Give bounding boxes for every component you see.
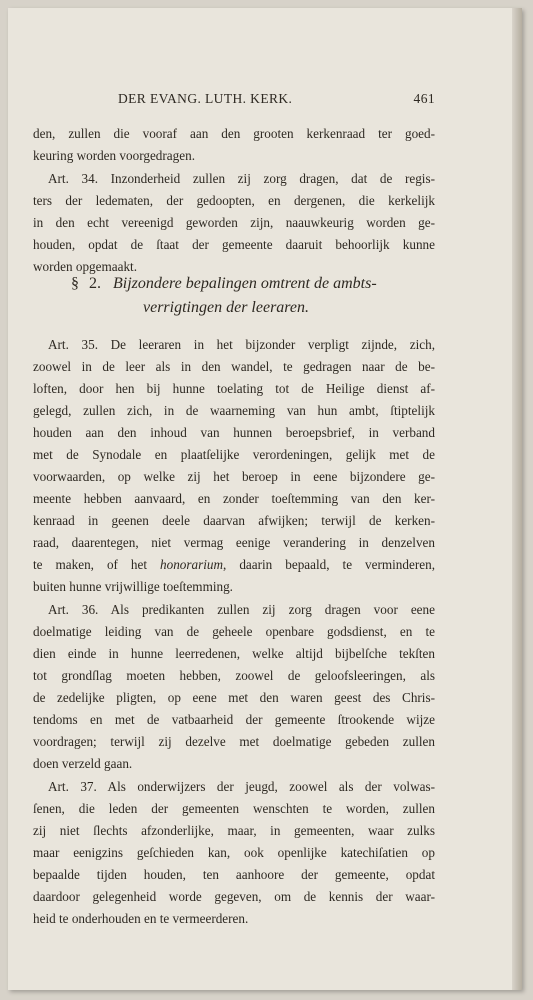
text-segment: , daarin bepaald, te verminderen,	[223, 557, 435, 572]
section-title-line1: Bijzondere bepalingen omtrent de ambts-	[113, 275, 377, 292]
text-line	[33, 557, 435, 573]
text-line: daardoor gelegenheid worde gegeven, om de kennis der waar-	[33, 889, 435, 904]
text-line: dien einde in hunne leerredenen, welke altijd bijbelſche tekſten	[33, 646, 435, 661]
section-number: 2.	[89, 275, 101, 292]
text-line: worden opgemaakt.	[33, 259, 137, 274]
section-title-line2: verrigtingen der leeraren.	[143, 299, 310, 316]
italic-term: honorarium	[160, 557, 224, 572]
text-line: heid te onderhouden en te vermeerderen.	[33, 911, 249, 926]
running-head-title: DER EVANG. LUTH. KERK.	[118, 91, 293, 106]
text-line: ſenen, die leden der gemeenten wenschten te worden, zullen	[33, 801, 435, 816]
text-line: houden, opdat de ſtaat der gemeente daaruit behoorlijk kunne	[33, 237, 435, 252]
text-line: kenraad in geenen deele daarvan afwijken; terwijl de kerken-	[33, 513, 435, 528]
article-36-start: Art. 36. Als predikanten zullen zij zorg dragen voor eene	[48, 602, 435, 617]
text-line: meente hebben aanvaard, en zonder toeſtemming van den ker-	[33, 491, 435, 506]
text-line: maar eenigzins geſchieden kan, ook openlijke katechiſatien op	[33, 845, 435, 860]
text-line: houden aan den inhoud van hunnen beroepsbrief, in verband	[33, 425, 435, 440]
text-line: zoowel in de leer als in den wandel, te gedragen naar de be-	[33, 359, 435, 374]
text-line: zij niet ſlechts afzonderlijke, maar, in gemeenten, waar zulks	[33, 823, 435, 838]
text-line: met de Synodale en plaatſelijke verordeningen, gelijk met de	[33, 447, 435, 462]
text-line: keuring worden voorgedragen.	[33, 148, 195, 163]
article-34-start: Art. 34. Inzonderheid zullen zij zorg dragen, dat de regis-	[48, 171, 435, 186]
book-page	[8, 8, 522, 990]
text-line: tot grondſlag moeten hebben, zoowel de geloofsleeringen, als	[33, 668, 435, 683]
text-line: de zedelijke pligten, op eene met den waren geest des Chris-	[33, 690, 435, 705]
text-line: doen verzeld gaan.	[33, 756, 133, 771]
text-line: den, zullen die vooraf aan den grooten kerkenraad ter goed-	[33, 126, 435, 141]
text-line: loften, door hen bij hunne toelating tot de Heilige dienst af-	[33, 381, 435, 396]
text-line: ters der ledematen, der gedoopten, en dergenen, die kerkelijk	[33, 193, 435, 208]
article-37-start: Art. 37. Als onderwijzers der jeugd, zoowel als der volwas-	[48, 779, 435, 794]
text-line: voordragen; terwijl zij dezelve met doelmatige gebeden zullen	[33, 734, 435, 749]
page-gutter-shadow	[512, 8, 522, 990]
page-number: 461	[413, 91, 435, 106]
article-35-start: Art. 35. De leeraren in het bijzonder verpligt zijnde, zich,	[48, 337, 435, 352]
text-segment: te maken, of het	[33, 557, 161, 572]
text-line: gelegd, zullen zich, in de waarneming van hun ambt, ſtiptelijk	[33, 403, 435, 418]
text-line: bepaalde tijden houden, ten aanhoore der gemeente, opdat	[33, 867, 435, 882]
text-line: raad, daarentegen, niet vermag eenige verandering in denzelven	[33, 535, 435, 550]
text-line: tendoms en met de vatbaarheid der gemeente ſtrookende wijze	[33, 712, 435, 727]
text-line: doelmatige leiding van de geheele openbare godsdienst, en te	[33, 624, 435, 639]
text-line: in den echt vereenigd geworden zijn, naauwkeurig worden ge-	[33, 215, 435, 230]
section-symbol: §	[71, 275, 79, 292]
text-line: buiten hunne vrijwillige toeſtemming.	[33, 579, 233, 594]
text-line: voorwaarden, op welke zij het beroep in eene bijzondere ge-	[33, 469, 435, 484]
